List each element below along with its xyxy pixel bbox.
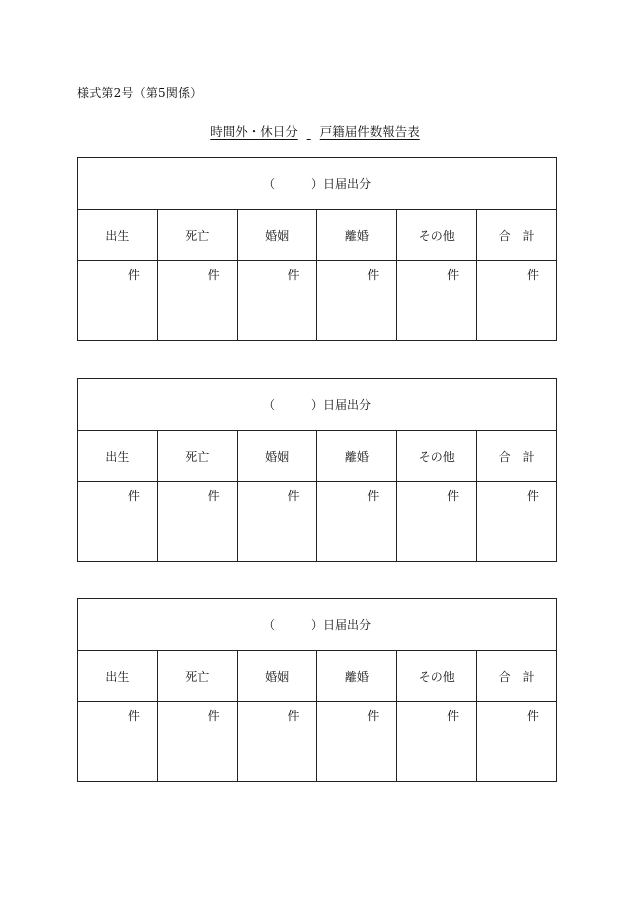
category-births: 出生 bbox=[78, 210, 158, 261]
unit-label: 件 bbox=[367, 268, 380, 282]
unit-label: 件 bbox=[207, 268, 220, 282]
count-cell-marriages[interactable] bbox=[237, 261, 317, 341]
count-cell-marriages[interactable] bbox=[237, 482, 317, 562]
unit-label: 件 bbox=[287, 268, 300, 282]
category-divorces: 離婚 bbox=[317, 431, 397, 482]
count-cell-total[interactable] bbox=[477, 261, 557, 341]
form-number: 様式第2号（第5関係） bbox=[77, 86, 203, 100]
category-deaths: 死亡 bbox=[157, 210, 237, 261]
count-cell-total[interactable] bbox=[477, 702, 557, 782]
count-cell-deaths[interactable] bbox=[157, 702, 237, 782]
unit-label: 件 bbox=[287, 489, 300, 503]
unit-label: 件 bbox=[526, 709, 539, 723]
category-other: その他 bbox=[397, 210, 477, 261]
category-total: 合 計 bbox=[477, 431, 557, 482]
unit-label: 件 bbox=[447, 709, 460, 723]
count-cell-other[interactable] bbox=[397, 482, 477, 562]
date-header-cell bbox=[78, 158, 557, 210]
document-title bbox=[0, 122, 630, 140]
unit-label: 件 bbox=[447, 489, 460, 503]
unit-label: 件 bbox=[447, 268, 460, 282]
title-part-report: 戸籍届件数報告表 bbox=[319, 124, 420, 139]
count-cell-divorces[interactable] bbox=[317, 702, 397, 782]
category-marriages: 婚姻 bbox=[237, 651, 317, 702]
category-births: 出生 bbox=[78, 651, 158, 702]
date-header-cell bbox=[78, 379, 557, 431]
count-cell-births[interactable] bbox=[78, 702, 158, 782]
unit-label: 件 bbox=[207, 489, 220, 503]
category-total: 合 計 bbox=[477, 651, 557, 702]
count-cell-divorces[interactable] bbox=[317, 261, 397, 341]
unit-label: 件 bbox=[207, 709, 220, 723]
count-cell-divorces[interactable] bbox=[317, 482, 397, 562]
category-deaths: 死亡 bbox=[157, 431, 237, 482]
open-paren: （ bbox=[262, 618, 275, 632]
title-part-overtime: 時間外・休日分 bbox=[210, 124, 298, 139]
category-divorces: 離婚 bbox=[317, 210, 397, 261]
category-other: その他 bbox=[397, 431, 477, 482]
report-table-1 bbox=[77, 157, 557, 341]
category-marriages: 婚姻 bbox=[237, 431, 317, 482]
category-deaths: 死亡 bbox=[157, 651, 237, 702]
title-gap bbox=[298, 124, 320, 139]
category-other: その他 bbox=[397, 651, 477, 702]
category-total: 合 計 bbox=[477, 210, 557, 261]
count-cell-other[interactable] bbox=[397, 702, 477, 782]
category-marriages: 婚姻 bbox=[237, 210, 317, 261]
unit-label: 件 bbox=[287, 709, 300, 723]
unit-label: 件 bbox=[367, 709, 380, 723]
category-divorces: 離婚 bbox=[317, 651, 397, 702]
count-cell-other[interactable] bbox=[397, 261, 477, 341]
count-cell-total[interactable] bbox=[477, 482, 557, 562]
count-cell-births[interactable] bbox=[78, 482, 158, 562]
open-paren: （ bbox=[262, 177, 275, 191]
open-paren: （ bbox=[262, 398, 275, 412]
date-header-label: ）日届出分 bbox=[311, 618, 372, 632]
date-header-label: ）日届出分 bbox=[311, 398, 372, 412]
unit-label: 件 bbox=[127, 709, 140, 723]
date-header-cell bbox=[78, 599, 557, 651]
count-cell-deaths[interactable] bbox=[157, 482, 237, 562]
unit-label: 件 bbox=[526, 268, 539, 282]
report-table-2 bbox=[77, 378, 557, 562]
count-cell-deaths[interactable] bbox=[157, 261, 237, 341]
unit-label: 件 bbox=[526, 489, 539, 503]
unit-label: 件 bbox=[127, 489, 140, 503]
report-table-3 bbox=[77, 598, 557, 782]
date-header-label: ）日届出分 bbox=[311, 177, 372, 191]
unit-label: 件 bbox=[367, 489, 380, 503]
category-births: 出生 bbox=[78, 431, 158, 482]
count-cell-marriages[interactable] bbox=[237, 702, 317, 782]
count-cell-births[interactable] bbox=[78, 261, 158, 341]
unit-label: 件 bbox=[127, 268, 140, 282]
